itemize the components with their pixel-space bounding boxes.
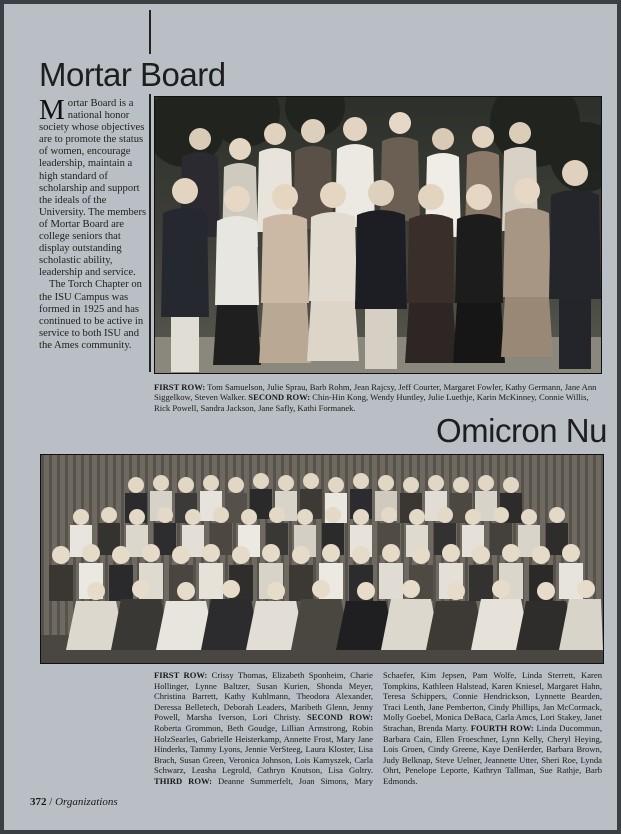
mortar-board-intro — [39, 94, 147, 352]
mortar-board-heading: Mortar Board — [39, 56, 226, 93]
caption1-row2-names: Chin-Hin Kong, Wendy Huntley, Julie Luethje, Karin McKinney, Connie Willis, Rick Powell, Sandra Jackson, Jane Safly, Kathi Formanek. — [154, 392, 589, 413]
folio-separator: / — [46, 796, 56, 808]
intro-dropcap: M — [39, 94, 65, 126]
section-name: Organizations — [55, 796, 118, 808]
omicron-nu-heading: Omicron Nu — [435, 412, 607, 449]
mortar-board-caption — [154, 382, 600, 413]
caption1-row1-label: FIRST ROW: — [154, 382, 206, 392]
caption2-row4-names: Linda Ducommun, Barbara Cain, Ellen Froeschner, Lynn Kelly, Cheryl Heying, Lois Groen, Cindy Greene, Kaye DenHerder, Barbara Brown, Judy Belknap, Steve Uelner, Jeannette Utter, Sheri Roe, Lynda Ohrt, Penelope Leporte, Kathryn Tallman, Sue Rathje, Barb Edmonds. — [383, 722, 602, 786]
caption2-row2-label: SECOND ROW: — [300, 712, 373, 723]
caption2-row3-label: THIRD ROW: — [154, 775, 212, 786]
intro-paragraph-2: The Torch Chapter on the ISU Campus was formed in 1925 and has continued to be active in service to both ISU and the Ames community. — [39, 279, 144, 351]
omicron-nu-caption — [154, 670, 602, 787]
intro-paragraph-1: ortar Board is a national honor society whose objectives are to promote the status of women, encourage leadership, maintain a high standard of scholarship and support the ideals of the University. The members of Mortar Board are college seniors that display outstanding scholastic ability, leadership and service. — [39, 98, 147, 279]
page-folio — [30, 796, 118, 808]
column-rule-top — [149, 10, 151, 54]
caption1-row2-label: SECOND ROW: — [246, 392, 311, 403]
omicron-nu-group-photo — [40, 454, 604, 664]
yearbook-page — [4, 4, 617, 830]
mortar-board-group-photo — [154, 96, 602, 374]
page-number: 372 — [30, 796, 47, 808]
caption1-row1-names: Tom Samuelson, Julie Sprau, Barb Rohm, Jean Rajcsy, Jeff Courter, Margaret Fowler, Kathy Germann, Jane Ann Siggelkow, Steven Walker. — [154, 382, 597, 403]
caption2-row3-names: Deanne Summerfelt, Joan Simons, Mary Schaefer, Kim Jepsen, Pam Wolfe, Linda Sterrett, Karen Tompkins, Kathleen Halstead, Karen Kniesel, Margaret Hahn, Teresa Schippers, Connie Hendrickson, Lynnette Bearden, Traci Lenth, Jane Pemberton, Cindy Phillips, Jan McCormack, Molly Goebel, Monica DeBaca, Carla Amcs, Lori Stakey, Janet Strachan, Brenda Marty. — [212, 670, 602, 786]
caption2-row2-names: Roberta Grommon, Beth Goudge, Lillian Armstrong, Robin HolzSearles, Gabrielle Heisterkamp, Annette Frost, Mary Jane Hinderks, Tammy Lyons, Jennie VerSteeg, Laura Kloster, Lisa Brach, Susan Green, Veronica Johnson, Lois Kamyszek, Carla Schwarz, Leasha Legrold, Cathryn Knutson, Lisa Goltry. — [154, 722, 373, 776]
caption2-row1-names: Crissy Thomas, Elizabeth Sponheim, Charie Hollinger, Lynne Baltzer, Susan Kurien, Shonda Meyer, Christina Barrett, Kathy Kuhlmann, Theodora Alexander, Deressa Belletech, Deborah Leaders, Maribeth Glenn, Jenny Powell, Marsha Iverson, Lori Christy. — [154, 670, 373, 723]
caption2-row4-label: FOURTH ROW: — [468, 722, 534, 733]
mortar-board-photo-art — [155, 97, 601, 373]
omicron-nu-photo-art — [41, 455, 603, 663]
column-rule-left — [149, 94, 151, 372]
caption2-row1-label: FIRST ROW: — [154, 670, 208, 680]
